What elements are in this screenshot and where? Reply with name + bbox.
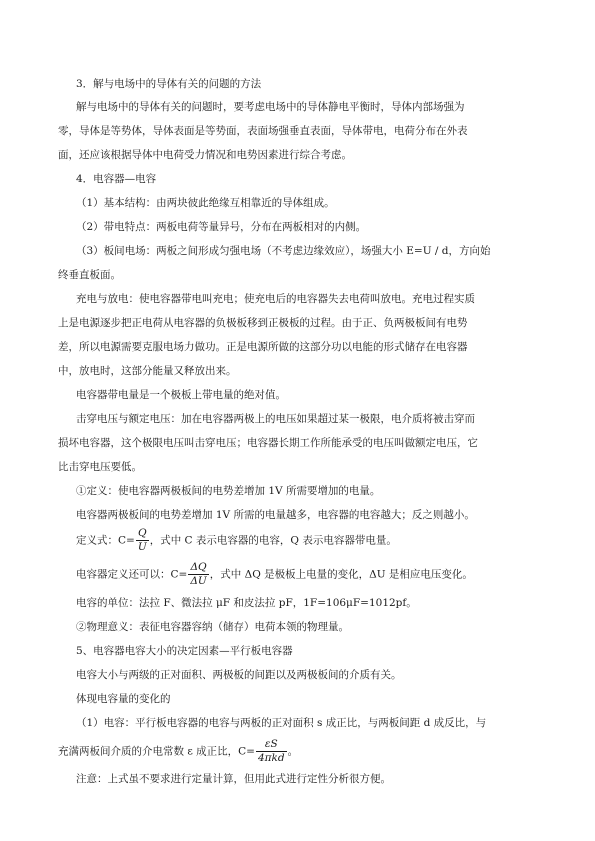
paragraph-line: 充电与放电：使电容器带电叫充电；使充电后的电容器失去电荷叫放电。充电过程实质 [76, 293, 475, 305]
heading-4: 4．电容器—电容 [76, 173, 157, 185]
fraction-numerator: εS [256, 738, 287, 752]
alternative-formula-line [76, 561, 595, 588]
formula-suffix: 。 [287, 745, 299, 758]
paragraph-line: 差，所以电源需要克服电场力做功。正是电源所做的这部分功以电能的形式储存在电容器 [58, 341, 468, 353]
heading-3: 3．解与电场中的导体有关的问题的方法 [76, 78, 262, 90]
paragraph-line: 电容器带电量是一个极板上带电量的绝对值。 [76, 389, 286, 401]
paragraph-line: 解与电场中的导体有关的问题时，要考虑电场中的导体静电平衡时，导体内部场强为 [76, 101, 465, 113]
paragraph-line: 电容器两极板间的电势差增加 1V 所需的电量越多，电容器的电容越大；反之则越小。 [76, 509, 475, 521]
fraction-es-over-4pikd [256, 738, 287, 765]
paragraph-line: 中，放电时，这部分能量又释放出来。 [58, 365, 237, 377]
paragraph-line: 电容大小与两级的正对面积、两极板的间距以及两极板间的介质有关。 [76, 669, 402, 681]
paragraph-line: 注意：上式虽不要求进行定量计算，但用此式进行定性分析很方便。 [76, 773, 391, 785]
fraction-numerator: Q [136, 527, 149, 541]
formula-prefix: 充满两板间介质的介电常数 ε 成正比，C= [58, 745, 255, 758]
formula-prefix: 定义式：C= [76, 534, 135, 547]
paragraph-line: （3）板间电场：两板之间形成匀强电场（不考虑边缘效应），场强大小 E=U / d，方向始 [76, 245, 491, 257]
paragraph-line: ②物理意义：表征电容器容纳（储存）电荷本领的物理量。 [76, 621, 349, 633]
paragraph-line: 面，还应该根据导体中电荷受力情况和电势因素进行综合考虑。 [58, 149, 352, 161]
formula-suffix: ，式中 ΔQ 是极板上电量的变化，ΔU 是相应电压变化。 [209, 568, 473, 581]
paragraph-line: 上是电源逐步把正电荷从电容器的负极板移到正极板的过程。由于正、负两极板间有电势 [58, 317, 468, 329]
paragraph-line: 损坏电容器，这个极限电压叫击穿电压；电容器长期工作所能承受的电压叫做额定电压，它 [58, 437, 478, 449]
paragraph-line: ①定义：使电容器两极板间的电势差增加 1V 所需要增加的电量。 [76, 485, 381, 497]
fraction-denominator: U [137, 541, 147, 553]
paragraph-line: 击穿电压与额定电压：加在电容器两极上的电压如果超过某一极限，电介质将被击穿而 [76, 413, 475, 425]
paragraph-line: 电容的单位：法拉 F、微法拉 μF 和皮法拉 pF，1F=106μF=1012pf。 [76, 597, 417, 609]
paragraph-line: 比击穿电压要低。 [58, 461, 142, 473]
formula-suffix: ，式中 C 表示电容器的电容，Q 表示电容器带电量。 [149, 534, 397, 547]
fraction-q-over-u [136, 527, 149, 554]
paragraph-line: 零，导体是等势体，导体表面是等势面，表面场强垂直表面，导体带电，电荷分布在外表 [58, 125, 468, 137]
fraction-dq-over-du [188, 561, 208, 588]
heading-5: 5、电容器电容大小的决定因素—平行板电容器 [76, 645, 293, 657]
paragraph-line: （2）带电特点：两板电荷等量异号，分布在两板相对的内侧。 [76, 221, 367, 233]
fraction-denominator: 4πkd [257, 752, 285, 764]
plate-formula-line [58, 738, 595, 765]
fraction-numerator: ΔQ [188, 561, 208, 575]
fraction-denominator: ΔU [190, 575, 207, 587]
definition-formula-line [76, 527, 595, 554]
paragraph-line: （1）基本结构：由两块彼此绝缘互相靠近的导体组成。 [76, 197, 335, 209]
formula-prefix: 电容器定义还可以：C= [76, 568, 188, 581]
paragraph-line: 体现电容量的变化的 [76, 693, 171, 705]
paragraph-line: 终垂直板面。 [58, 269, 121, 281]
paragraph-line: （1）电容：平行板电容器的电容与两板的正对面积 s 成正比，与两板间距 d 成反比，与 [76, 717, 487, 729]
